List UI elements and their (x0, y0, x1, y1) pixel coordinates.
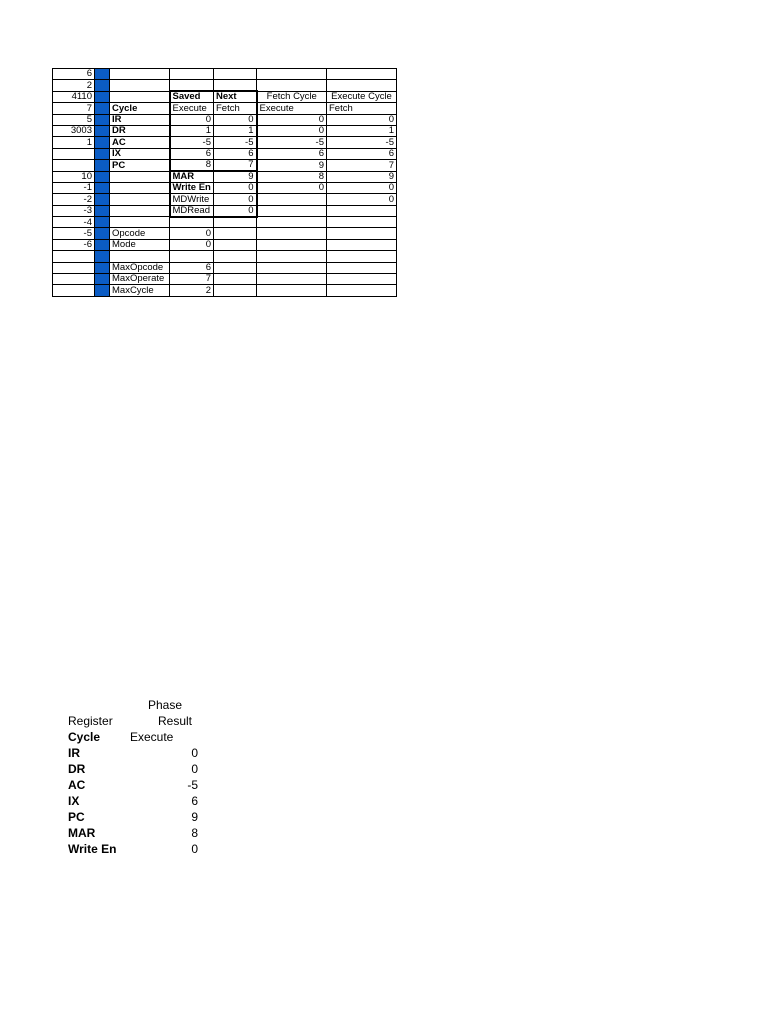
blue-marker-cell (95, 205, 110, 216)
maxcycle-label[interactable]: MaxCycle (110, 285, 170, 296)
summary-row (68, 825, 208, 841)
cell[interactable] (110, 217, 170, 228)
blue-marker-cell (95, 262, 110, 273)
cell[interactable]: -3 (53, 205, 95, 216)
cell[interactable]: 9 (327, 171, 397, 182)
cell[interactable] (257, 69, 327, 80)
summary-header-row-1 (68, 697, 208, 713)
saved-header[interactable]: Saved (170, 91, 214, 102)
cell[interactable]: 10 (53, 171, 95, 182)
summary-row (68, 841, 208, 857)
cell[interactable]: 0 (257, 114, 327, 125)
blue-marker-cell (95, 274, 110, 285)
cell[interactable] (110, 171, 170, 182)
register-label[interactable]: DR (110, 125, 170, 136)
cell[interactable]: 0 (327, 182, 397, 193)
cell[interactable]: -5 (170, 137, 214, 148)
blue-marker-cell (95, 80, 110, 91)
cell[interactable] (214, 274, 257, 285)
cell[interactable] (327, 217, 397, 228)
cell[interactable] (53, 274, 95, 285)
sheet-row (53, 160, 397, 171)
fetch-cycle-header[interactable]: Fetch Cycle (257, 91, 327, 102)
cell[interactable]: 0 (214, 182, 257, 193)
cell[interactable] (214, 69, 257, 80)
cell[interactable] (214, 80, 257, 91)
cell[interactable] (214, 217, 257, 228)
cell[interactable]: 1 (170, 125, 214, 136)
sheet-row (53, 171, 397, 182)
sheet-row (53, 91, 397, 102)
cell[interactable] (110, 251, 170, 262)
phase-result-summary (68, 697, 208, 857)
cell[interactable] (327, 274, 397, 285)
cell[interactable]: 0 (327, 114, 397, 125)
sheet-row (53, 182, 397, 193)
cell[interactable] (170, 80, 214, 91)
cell[interactable] (53, 160, 95, 171)
cell[interactable]: 7 (53, 103, 95, 114)
cell[interactable]: 0 (170, 239, 214, 250)
cell[interactable] (53, 148, 95, 159)
cell[interactable]: 6 (170, 148, 214, 159)
maxopcode-label[interactable]: MaxOpcode (110, 262, 170, 273)
cell[interactable]: 4110 (53, 91, 95, 102)
cell[interactable] (327, 228, 397, 239)
summary-label: AC (68, 778, 86, 792)
cell[interactable]: 0 (214, 205, 257, 216)
cell[interactable]: 0 (170, 114, 214, 125)
summary-value: Execute (130, 730, 174, 744)
summary-row (68, 793, 208, 809)
sheet-row (53, 239, 397, 250)
mode-label[interactable]: Mode (110, 239, 170, 250)
cycle-label[interactable]: Cycle (110, 103, 170, 114)
cell[interactable]: -5 (53, 228, 95, 239)
summary-row-cycle (68, 729, 208, 745)
summary-value: 0 (191, 842, 198, 856)
cell[interactable]: 0 (327, 194, 397, 205)
cell[interactable]: 6 (257, 148, 327, 159)
cell[interactable] (214, 262, 257, 273)
mdread-label[interactable]: MDRead (170, 205, 214, 216)
cell[interactable] (170, 251, 214, 262)
cell[interactable] (53, 251, 95, 262)
blue-marker-cell (95, 148, 110, 159)
register-label[interactable]: IX (110, 148, 170, 159)
cell[interactable]: 8 (170, 160, 214, 171)
cell[interactable]: 3003 (53, 125, 95, 136)
register-spreadsheet (52, 68, 397, 297)
blue-marker-cell (95, 285, 110, 296)
cell[interactable] (110, 80, 170, 91)
blue-marker-cell (95, 91, 110, 102)
cell[interactable]: 2 (53, 80, 95, 91)
cell[interactable]: -6 (53, 239, 95, 250)
cell[interactable] (214, 228, 257, 239)
cell[interactable]: 6 (327, 148, 397, 159)
summary-row (68, 809, 208, 825)
sheet-row (53, 114, 397, 125)
cell[interactable] (257, 239, 327, 250)
sheet-row (53, 262, 397, 273)
cell[interactable] (327, 80, 397, 91)
cell[interactable]: 0 (214, 114, 257, 125)
cell[interactable] (257, 217, 327, 228)
summary-row (68, 777, 208, 793)
cell[interactable]: 1 (53, 137, 95, 148)
cell[interactable]: 1 (214, 125, 257, 136)
summary-value: -5 (187, 778, 198, 792)
blue-marker-cell (95, 160, 110, 171)
cell[interactable] (257, 262, 327, 273)
sheet-row (53, 148, 397, 159)
register-label[interactable]: AC (110, 137, 170, 148)
cell[interactable] (110, 69, 170, 80)
sheet-row (53, 125, 397, 136)
spreadsheet-body (53, 69, 397, 297)
sheet-row (53, 285, 397, 296)
cell[interactable]: 8 (257, 171, 327, 182)
phase-header: Phase (148, 698, 183, 712)
cell[interactable] (327, 251, 397, 262)
summary-label: Cycle (68, 730, 101, 744)
summary-label: DR (68, 762, 86, 776)
sheet-row (53, 69, 397, 80)
summary-row (68, 761, 208, 777)
cell[interactable]: Execute (170, 103, 214, 114)
opcode-label[interactable]: Opcode (110, 228, 170, 239)
cell[interactable]: 7 (170, 274, 214, 285)
blue-marker-cell (95, 137, 110, 148)
execute-cycle-header[interactable]: Execute Cycle (327, 91, 397, 102)
cell[interactable] (257, 285, 327, 296)
cell[interactable] (170, 69, 214, 80)
cell[interactable] (257, 274, 327, 285)
cell[interactable] (327, 69, 397, 80)
result-header: Result (158, 714, 193, 728)
cell[interactable] (327, 239, 397, 250)
cell[interactable]: 9 (257, 160, 327, 171)
cell[interactable]: -5 (257, 137, 327, 148)
cell[interactable]: 1 (327, 125, 397, 136)
cell[interactable]: 7 (327, 160, 397, 171)
summary-label: IX (68, 794, 80, 808)
sheet-row (53, 194, 397, 205)
cell[interactable] (53, 285, 95, 296)
cell[interactable]: 0 (214, 194, 257, 205)
blue-marker-cell (95, 217, 110, 228)
register-label[interactable]: PC (110, 160, 170, 171)
summary-value: 0 (191, 762, 198, 776)
maxoperate-label[interactable]: MaxOperate (110, 274, 170, 285)
cell[interactable]: 0 (257, 125, 327, 136)
blue-marker-cell (95, 239, 110, 250)
cell[interactable]: 6 (214, 148, 257, 159)
cell[interactable] (110, 194, 170, 205)
cell[interactable] (257, 251, 327, 262)
summary-label: MAR (68, 826, 96, 840)
cell[interactable]: 6 (170, 262, 214, 273)
summary-value: 8 (191, 826, 198, 840)
cell[interactable]: 0 (257, 182, 327, 193)
blue-marker-cell (95, 251, 110, 262)
cell[interactable]: -5 (327, 137, 397, 148)
cell[interactable] (257, 205, 327, 216)
sheet-row (53, 205, 397, 216)
cell[interactable] (214, 251, 257, 262)
cell[interactable]: 7 (214, 160, 257, 171)
cell[interactable] (327, 205, 397, 216)
cell[interactable]: Execute (257, 103, 327, 114)
cell[interactable] (327, 285, 397, 296)
mar-label[interactable]: MAR (170, 171, 214, 182)
cell[interactable]: 6 (53, 69, 95, 80)
summary-value: 6 (191, 794, 198, 808)
write-en-label[interactable]: Write En (170, 182, 214, 193)
cell[interactable]: -4 (53, 217, 95, 228)
summary-label: Write En (68, 842, 117, 856)
register-header: Register (68, 714, 113, 728)
sheet-row (53, 137, 397, 148)
cell[interactable]: Fetch (214, 103, 257, 114)
cell[interactable]: Fetch (327, 103, 397, 114)
summary-header-row-2 (68, 713, 208, 729)
blue-marker-cell (95, 125, 110, 136)
blue-marker-cell (95, 182, 110, 193)
summary-value: 0 (191, 746, 198, 760)
cell[interactable]: -5 (214, 137, 257, 148)
cell[interactable] (110, 205, 170, 216)
sheet-row (53, 80, 397, 91)
blue-marker-cell (95, 69, 110, 80)
cell[interactable]: 9 (214, 171, 257, 182)
cell[interactable] (257, 80, 327, 91)
summary-label: PC (68, 810, 85, 824)
sheet-row (53, 274, 397, 285)
summary-row (68, 745, 208, 761)
cell[interactable] (53, 262, 95, 273)
blue-marker-cell (95, 194, 110, 205)
cell[interactable]: 0 (170, 228, 214, 239)
next-header[interactable]: Next (214, 91, 257, 102)
sheet-row (53, 251, 397, 262)
blue-marker-cell (95, 114, 110, 125)
cell[interactable] (170, 217, 214, 228)
cell[interactable] (214, 239, 257, 250)
sheet-row (53, 228, 397, 239)
sheet-row (53, 103, 397, 114)
cell[interactable]: -1 (53, 182, 95, 193)
blue-marker-cell (95, 103, 110, 114)
cell[interactable] (110, 182, 170, 193)
cell[interactable]: 2 (170, 285, 214, 296)
cell[interactable] (257, 194, 327, 205)
blue-marker-cell (95, 171, 110, 182)
blue-marker-cell (95, 228, 110, 239)
summary-value: 9 (191, 810, 198, 824)
cell[interactable] (214, 285, 257, 296)
register-label[interactable]: IR (110, 114, 170, 125)
cell[interactable]: -2 (53, 194, 95, 205)
cell[interactable] (327, 262, 397, 273)
cell[interactable] (110, 91, 170, 102)
cell[interactable] (257, 228, 327, 239)
mdwrite-label[interactable]: MDWrite (170, 194, 214, 205)
summary-label: IR (68, 746, 80, 760)
cell[interactable]: 5 (53, 114, 95, 125)
sheet-row (53, 217, 397, 228)
